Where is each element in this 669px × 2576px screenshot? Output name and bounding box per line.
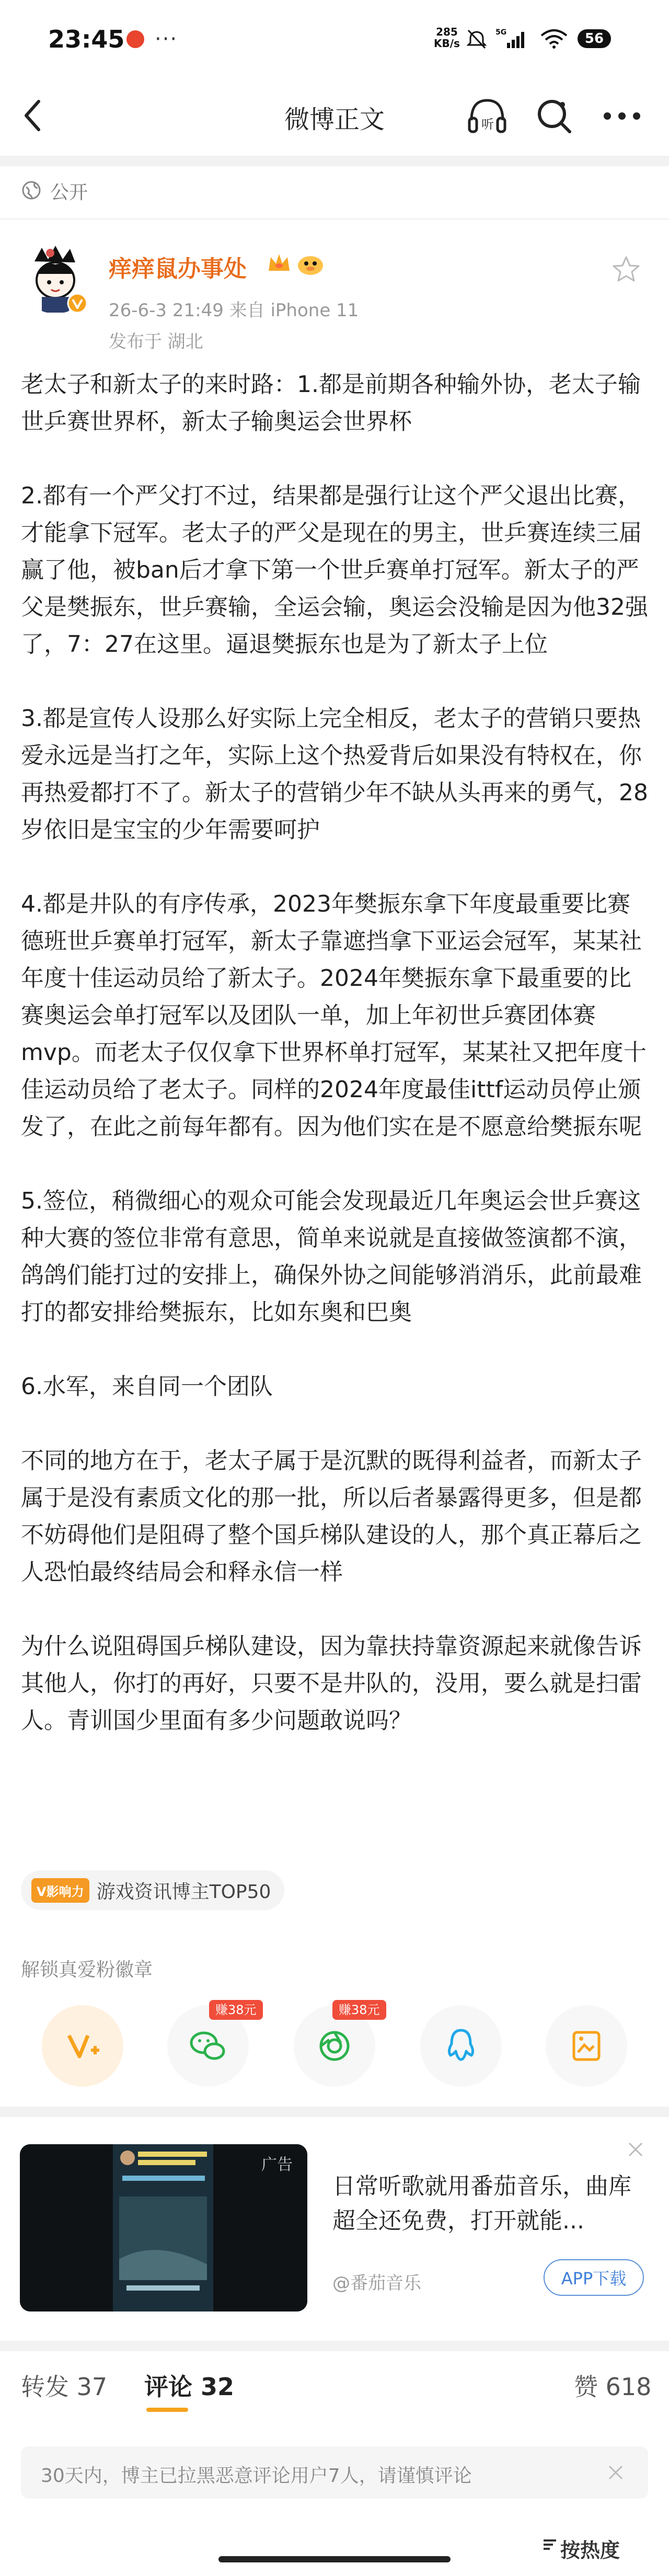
earn-badge: 赚38元 bbox=[209, 2000, 263, 2020]
post-paragraph: 不同的地方在于，老太子属于是沉默的既得利益者，而新太子属于是没有素质文化的那一批，所以后者暴露得更多，但是都不妨碍他们是阻碍了整个国乒梯队建设的人，那个真正幕后之人恐怕最终结局会和释永信一样 bbox=[21, 1447, 642, 1585]
battery-indicator: 56 bbox=[578, 29, 611, 48]
tab-comment[interactable]: 评论 32 bbox=[144, 2373, 235, 2401]
wechat-icon bbox=[187, 2025, 229, 2067]
author-name[interactable]: 痒痒鼠办事处 bbox=[109, 256, 247, 282]
post-body bbox=[21, 366, 651, 1739]
favorite-star-icon[interactable] bbox=[610, 254, 642, 285]
svg-text:5G: 5G bbox=[495, 28, 507, 37]
verified-badge-icon bbox=[67, 293, 88, 314]
ad-close-icon[interactable] bbox=[625, 2139, 646, 2160]
image-card-icon bbox=[566, 2025, 607, 2067]
status-more-icon: ··· bbox=[155, 27, 178, 51]
ad-label: 广告 bbox=[261, 2156, 293, 2174]
influence-text: 游戏资讯博主TOP50 bbox=[96, 1881, 271, 1903]
tab-active-indicator bbox=[146, 2408, 188, 2412]
ad-source: @番茄音乐 bbox=[332, 2273, 421, 2294]
member-crown-icon[interactable] bbox=[266, 250, 293, 277]
speed-value: 285 bbox=[436, 26, 458, 38]
search-icon[interactable] bbox=[533, 95, 575, 137]
influence-tag: V影响力 bbox=[31, 1878, 89, 1903]
qq-icon bbox=[440, 2025, 482, 2067]
post-paragraph: 4.都是井队的有序传承，2023年樊振东拿下年度最重要比赛德班世乒赛单打冠军，新太子靠遮挡拿下亚运会冠军，某某社年度十佳运动员给了新太子。2024年樊振东拿下最重要的比赛奥运会单打冠军以及团队一单，加上年初世乒赛团体赛mvp。而老太子仅仅拿下世界杯单打冠军，某某社又把年度十佳运动员给了老太子。同样的2024年度最佳ittf运动员停止颁发了，在此之前每年都有。因为他们实在是不愿意给樊振东呢 bbox=[21, 891, 647, 1140]
influence-chip[interactable] bbox=[21, 1870, 284, 1910]
status-time: 23:45 bbox=[48, 25, 125, 53]
ad-title[interactable]: 日常听歌就用番茄音乐，曲库超全还免费，打开就能... bbox=[332, 2173, 631, 2234]
page-title: 微博正文 bbox=[284, 105, 385, 134]
post-location: 发布于 湖北 bbox=[109, 331, 203, 352]
fan-badge-title: 解锁真爱粉徽章 bbox=[21, 1959, 153, 1981]
visibility-label: 公开 bbox=[50, 182, 88, 203]
share-qq-button[interactable] bbox=[420, 2005, 502, 2087]
section-gap bbox=[0, 156, 669, 166]
app-download-button[interactable]: APP下载 bbox=[544, 2259, 644, 2296]
home-indicator[interactable] bbox=[218, 2556, 451, 2562]
section-gap bbox=[0, 2341, 669, 2351]
globe-icon bbox=[21, 180, 42, 201]
post-paragraph: 老太子和新太子的来时路：1.都是前期各种输外协，老太子输世乒赛世界杯，新太子输奥运会世界杯 bbox=[21, 371, 641, 435]
weibo-notification-icon bbox=[126, 30, 144, 48]
post-paragraph: 为什么说阻碍国乒梯队建设，因为靠扶持靠资源起来就像告诉其他人，你打的再好，只要不是井队的，没用，要么就是扫雷人。青训国少里面有多少问题敢说吗？ bbox=[21, 1633, 642, 1734]
notice-close-icon[interactable] bbox=[606, 2463, 625, 2482]
divider bbox=[0, 218, 669, 220]
save-image-button[interactable] bbox=[546, 2005, 627, 2087]
comment-notice-text: 30天内，博主已拉黑恶意评论用户7人，请谨慎评论 bbox=[41, 2465, 472, 2487]
signal-5g-icon bbox=[495, 27, 527, 50]
vplus-icon bbox=[62, 2025, 103, 2067]
listen-icon[interactable] bbox=[465, 94, 509, 138]
post-paragraph: 6.水军，来自同一个团队 bbox=[21, 1373, 273, 1400]
section-gap bbox=[0, 2107, 669, 2117]
moments-icon bbox=[314, 2025, 355, 2067]
post-paragraph: 2.都有一个严父打不过，结果都是强行让这个严父退出比赛，才能拿下冠军。老太子的严父是现在的男主，世乒赛连续三届赢了他，被ban后才拿下第一个世乒赛单打冠军。新太子的严父是樊振东，世乒赛输，全运会输，奥运会没输是因为他32强了，7：27在这里。逼退樊振东也是为了新太子上位 bbox=[21, 482, 648, 658]
post-meta: 26-6-3 21:49 来自 iPhone 11 bbox=[109, 300, 359, 321]
fan-badge-button[interactable] bbox=[42, 2005, 123, 2087]
speed-unit: KB/s bbox=[434, 37, 460, 50]
wifi-icon bbox=[539, 27, 569, 50]
mute-icon bbox=[465, 27, 488, 50]
more-icon[interactable] bbox=[601, 110, 643, 122]
tab-like[interactable]: 赞 618 bbox=[574, 2373, 652, 2401]
network-speed bbox=[434, 26, 460, 49]
post-paragraph: 5.签位，稍微细心的观众可能会发现最近几年奥运会世乒赛这种大赛的签位非常有意思，简单来说就是直接做签演都不演，鸽鸽们能打过的安排上，确保外协之间能够消消乐，此前最难打的都安排给樊振东，比如东奥和巴奥 bbox=[21, 1188, 642, 1326]
earn-badge: 赚38元 bbox=[332, 2000, 386, 2020]
svg-text:听: 听 bbox=[481, 117, 494, 132]
sort-icon[interactable] bbox=[541, 2536, 558, 2553]
tab-repost[interactable]: 转发 37 bbox=[21, 2373, 108, 2401]
member-level-icon[interactable] bbox=[296, 253, 325, 276]
post-paragraph: 3.都是宣传人设那么好实际上完全相反，老太子的营销只要热爱永远是当打之年，实际上这个热爱背后如果没有特权在，你再热爱都打不了。新太子的营销少年不缺从头再来的勇气，28岁依旧是宝宝的少年需要呵护 bbox=[21, 705, 648, 843]
sort-hot-button[interactable]: 按热度 bbox=[560, 2539, 620, 2562]
